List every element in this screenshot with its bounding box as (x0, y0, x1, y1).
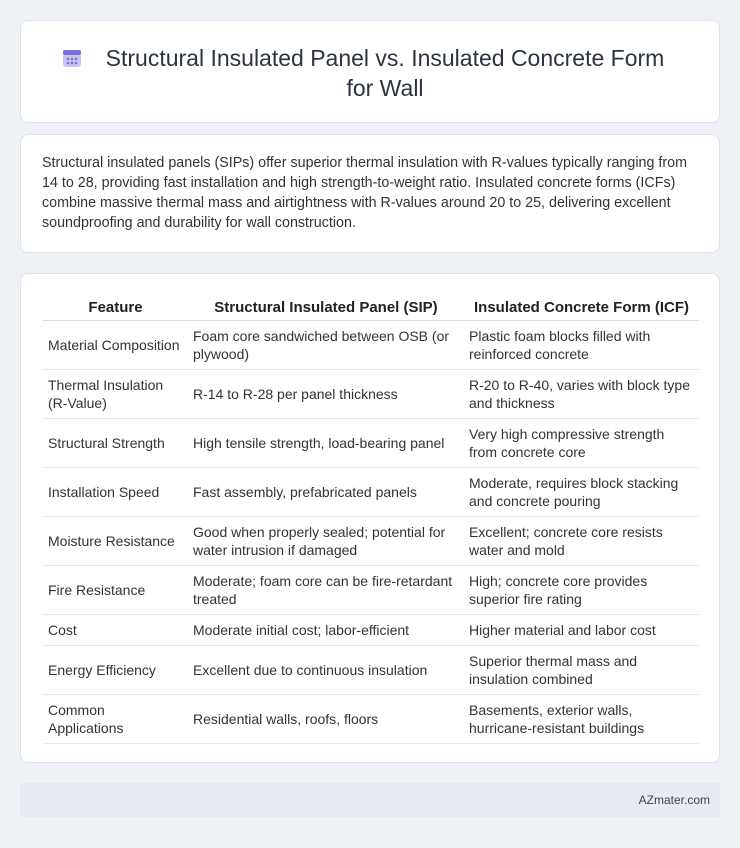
sip-cell: Fast assembly, prefabricated panels (188, 467, 464, 516)
table-row (43, 614, 699, 645)
icf-cell: Moderate, requires block stacking and concrete pouring (464, 467, 699, 516)
sip-cell: Excellent due to continuous insulation (188, 645, 464, 694)
calendar-grid-icon (61, 47, 83, 69)
icf-cell: Excellent; concrete core resists water and mold (464, 516, 699, 565)
header-feature: Feature (43, 293, 188, 320)
title-wrap (61, 43, 679, 103)
table-row (43, 467, 699, 516)
table-row (43, 645, 699, 694)
icf-cell: Very high compressive strength from concrete core (464, 418, 699, 467)
table-row (43, 320, 699, 369)
sip-cell: Moderate; foam core can be fire-retardant treated (188, 565, 464, 614)
table-header-row (43, 293, 699, 320)
feature-cell: Common Applications (43, 694, 188, 743)
icf-cell: R-20 to R-40, varies with block type and thickness (464, 369, 699, 418)
header-sip: Structural Insulated Panel (SIP) (188, 293, 464, 320)
icf-cell: Basements, exterior walls, hurricane-resistant buildings (464, 694, 699, 743)
page-title: Structural Insulated Panel vs. Insulated Concrete Form for Wall (105, 45, 665, 101)
icf-cell: Plastic foam blocks filled with reinforced concrete (464, 320, 699, 369)
sip-cell: Residential walls, roofs, floors (188, 694, 464, 743)
summary-card (20, 134, 720, 253)
feature-cell: Moisture Resistance (43, 516, 188, 565)
sip-cell: Foam core sandwiched between OSB (or plywood) (188, 320, 464, 369)
feature-cell: Thermal Insulation (R-Value) (43, 369, 188, 418)
footer-brand-link[interactable]: AZmater.com (638, 793, 710, 807)
comparison-table (43, 293, 699, 744)
table-row (43, 418, 699, 467)
table-row (43, 694, 699, 743)
sip-cell: Good when properly sealed; potential for water intrusion if damaged (188, 516, 464, 565)
icf-cell: Superior thermal mass and insulation combined (464, 645, 699, 694)
table-row (43, 369, 699, 418)
sip-cell: High tensile strength, load-bearing panel (188, 418, 464, 467)
table-row (43, 565, 699, 614)
comparison-card (20, 273, 720, 763)
header-icf: Insulated Concrete Form (ICF) (464, 293, 699, 320)
feature-cell: Material Composition (43, 320, 188, 369)
sip-cell: Moderate initial cost; labor-efficient (188, 614, 464, 645)
icf-cell: High; concrete core provides superior fire rating (464, 565, 699, 614)
sip-cell: R-14 to R-28 per panel thickness (188, 369, 464, 418)
feature-cell: Fire Resistance (43, 565, 188, 614)
feature-cell: Installation Speed (43, 467, 188, 516)
feature-cell: Energy Efficiency (43, 645, 188, 694)
feature-cell: Structural Strength (43, 418, 188, 467)
table-row (43, 516, 699, 565)
title-card (20, 20, 720, 123)
footer-bar (20, 783, 720, 817)
summary-text: Structural insulated panels (SIPs) offer superior thermal insulation with R-values typically ranging from 14 to 28, providing fast installation and high strength-to-weight ratio. Insulated concrete forms (ICFs) combine massive thermal mass and airtightness with R-values around 20 to 25, delivering excellent soundproofing and durability for wall construction. (42, 155, 687, 231)
feature-cell: Cost (43, 614, 188, 645)
icf-cell: Higher material and labor cost (464, 614, 699, 645)
